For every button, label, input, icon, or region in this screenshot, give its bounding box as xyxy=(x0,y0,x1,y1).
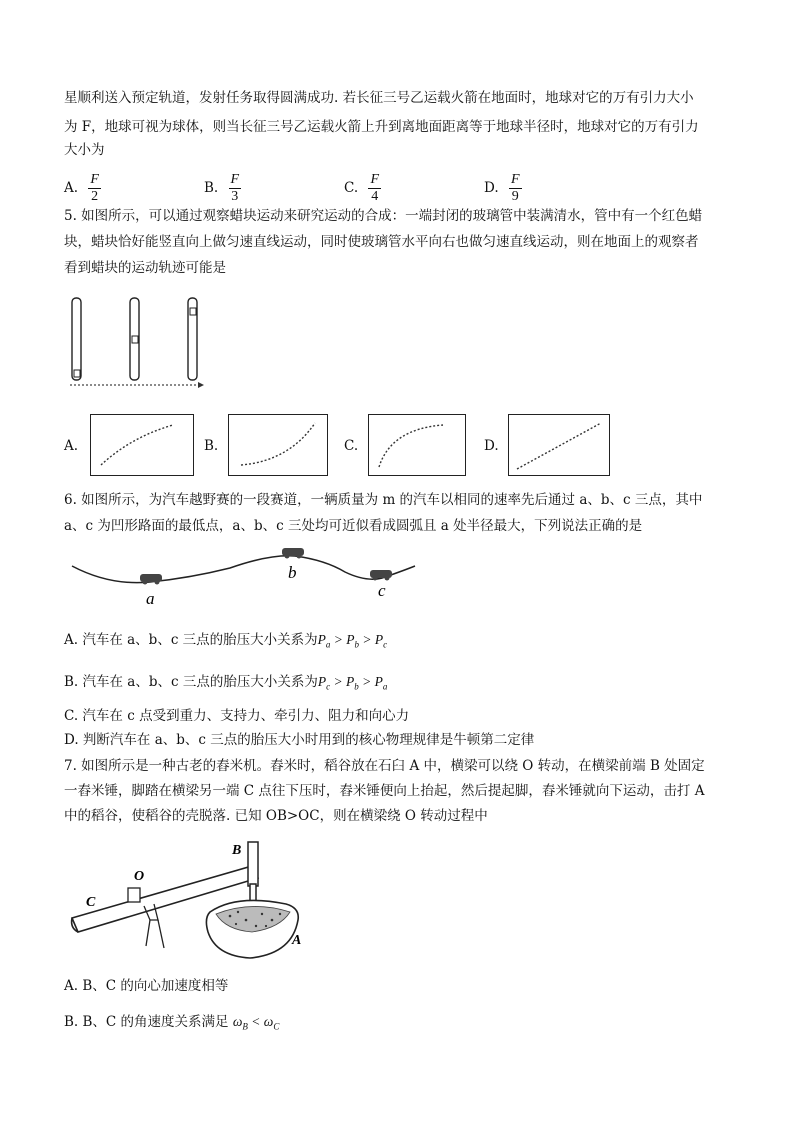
q5-option-b-label: B. xyxy=(204,438,219,454)
label-a: A xyxy=(292,933,302,948)
q6-option-d: D. 判断汽车在 a、b、c 三点的胎压大小时用到的核心物理规律是牛顿第二定律 xyxy=(64,732,535,748)
q4-option-c-fraction: $\frac{F}{4}$ xyxy=(370,172,379,204)
q4-option-d-fraction: $\frac{F}{9}$ xyxy=(510,172,520,204)
q5-option-b-graph xyxy=(228,414,328,476)
q6-option-a: A. 汽车在 a、b、c 三点的胎压大小关系为$P_a > P_b > P_c$ xyxy=(64,632,388,650)
race-track-figure xyxy=(70,546,420,608)
point-a-label: a xyxy=(146,589,155,608)
q4-option-c: C. $\frac{F}{4}$ xyxy=(344,172,379,204)
q7-option-b: B. B、C 的角速度关系满足 $\omega_B < \omega_C$ xyxy=(64,1014,280,1032)
q4-line-1: 星顺利送入预定轨道，发射任务取得圆满成功. 若长征三号乙运载火箭在地面时，地球对它的万有引力大小 xyxy=(64,90,694,106)
q6-option-c: C. 汽车在 c 点受到重力、支持力、牵引力、阻力和向心力 xyxy=(64,708,410,724)
q5-option-c-graph xyxy=(368,414,466,476)
q4-option-d: D. $\frac{F}{9}$ xyxy=(484,172,520,204)
q5-option-d-label: D. xyxy=(484,438,499,454)
q6-option-b: B. 汽车在 a、b、c 三点的胎压大小关系为$P_c > P_b > P_a$ xyxy=(64,674,388,692)
q4-option-b: B. $\frac{F}{3}$ xyxy=(204,172,240,204)
q7-option-a: A. B、C 的向心加速度相等 xyxy=(64,978,229,994)
q5-option-d-graph xyxy=(508,414,610,476)
q4-line-2: 为 F，地球可视为球体，则当长征三号乙运载火箭上升到离地面距离等于地球半径时，地球对它的万有引力 xyxy=(64,119,699,135)
label-o: O xyxy=(134,869,145,884)
q6-line-1: 6. 如图所示，为汽车越野赛的一段赛道，一辆质量为 m 的汽车以相同的速率先后通过 a、b、c 三点，其中 xyxy=(64,492,703,508)
q5-option-c-label: C. xyxy=(344,438,359,454)
q7-line-2: 一舂米锤，脚踏在横梁另一端 C 点往下压时，舂米锤便向上抬起，然后提起脚，舂米锤就向下运动，击打 A xyxy=(64,783,705,799)
q5-line-2: 块，蜡块恰好能竖直向上做匀速直线运动，同时使玻璃管水平向右也做匀速直线运动，则在地面上的观察者 xyxy=(64,234,699,250)
q4-option-b-fraction: $\frac{F}{3}$ xyxy=(230,172,240,204)
q5-option-a-graph xyxy=(90,414,194,476)
point-b-label: b xyxy=(288,563,297,582)
label-c: C xyxy=(86,895,96,910)
q4-option-a-fraction: $\frac{F}{2}$ xyxy=(90,172,99,204)
q5-option-a-label: A. xyxy=(64,438,79,454)
q4-line-3: 大小为 xyxy=(64,142,105,158)
q4-option-a: A. $\frac{F}{2}$ xyxy=(64,172,99,204)
glass-tubes-figure xyxy=(66,292,216,392)
label-b: B xyxy=(232,843,242,858)
q7-line-1: 7. 如图所示是一种古老的舂米机。舂米时，稻谷放在石臼 A 中，横梁可以绕 O 转动，在横梁前端 B 处固定 xyxy=(64,758,705,774)
q6-line-2: a、c 为凹形路面的最低点，a、b、c 三处均可近似看成圆弧且 a 处半径最大，下列说法正确的是 xyxy=(64,518,643,534)
q5-line-1: 5. 如图所示，可以通过观察蜡块运动来研究运动的合成：一端封闭的玻璃管中装满清水，管中有一个红色蜡 xyxy=(64,208,703,224)
q7-line-3: 中的稻谷，使稻谷的壳脱落. 已知 OB>OC，则在横梁绕 O 转动过程中 xyxy=(64,808,488,824)
q5-line-3: 看到蜡块的运动轨迹可能是 xyxy=(64,260,226,276)
point-c-label: c xyxy=(378,581,386,600)
rice-pounder-figure xyxy=(66,836,316,966)
